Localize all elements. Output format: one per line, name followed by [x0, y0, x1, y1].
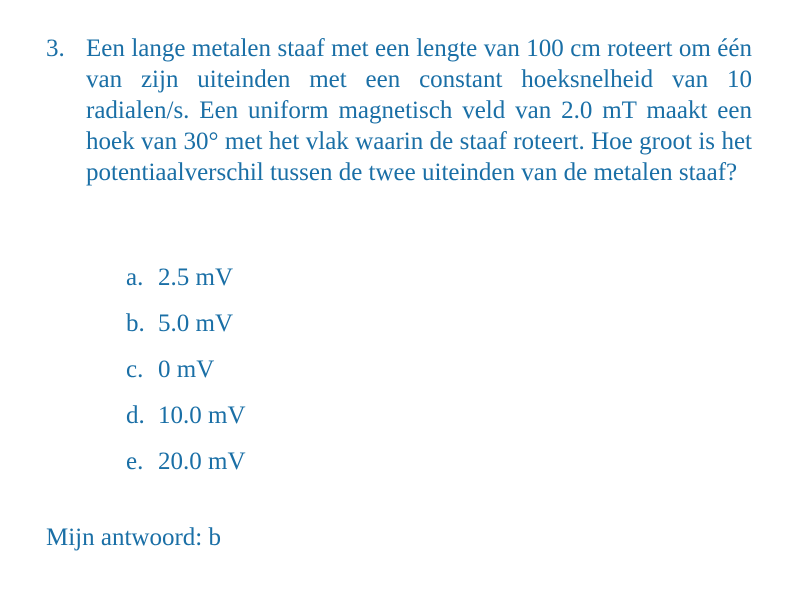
my-answer [46, 522, 221, 553]
option-letter: b. [126, 310, 145, 337]
option-letter: e. [126, 448, 144, 475]
option-letter: c. [126, 356, 144, 383]
answer-options-list [126, 262, 246, 492]
question-block [46, 33, 752, 188]
option-b [126, 308, 246, 354]
option-value: 20.0 mV [158, 448, 246, 475]
my-answer-value: b [208, 524, 221, 551]
my-answer-label: Mijn antwoord: [46, 524, 203, 551]
question-number: 3. [46, 35, 65, 62]
option-letter: d. [126, 402, 145, 429]
option-a [126, 262, 246, 308]
option-value: 5.0 mV [158, 310, 233, 337]
option-letter: a. [126, 264, 144, 291]
option-c [126, 354, 246, 400]
option-d [126, 400, 246, 446]
option-value: 2.5 mV [158, 264, 233, 291]
option-value: 10.0 mV [158, 402, 246, 429]
option-e [126, 446, 246, 492]
question-text: Een lange metalen staaf met een lengte van 100 cm roteert om één van zijn uiteinden met een constant hoeksnelheid van 10 radialen/s. Een uniform magnetisch veld van 2.0 mT maakt een hoek van 30° met het vlak waarin de staaf roteert. Hoe groot is het potentiaalverschil tussen de twee uiteinden van de metalen staaf? [86, 35, 752, 186]
option-value: 0 mV [158, 356, 215, 383]
